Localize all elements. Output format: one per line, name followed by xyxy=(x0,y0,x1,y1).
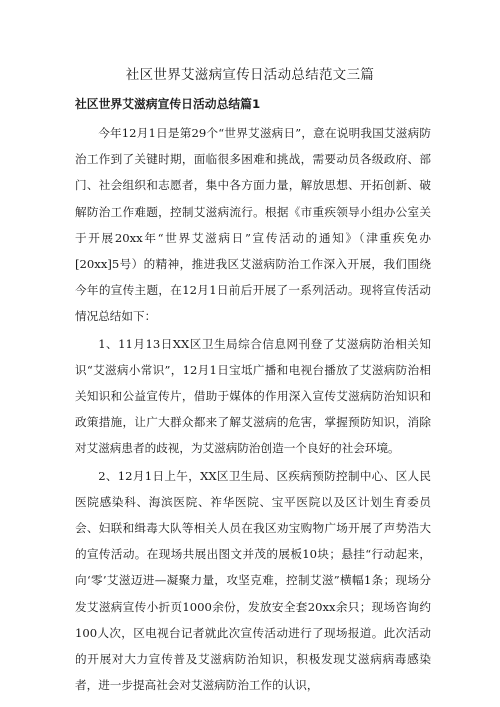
paragraph-item-2: 2、12月1日上午，XX区卫生局、区疾病预防控制中心、区人民医院感染科、海滨医院、祚华医院、宝平医院以及区计划生育委员会、妇联和缉毒大队等相关人员在我区劝宝购物广场开展了声势浩大的宣传活动。在现场共展出图文并茂的展板10块；悬挂“行动起来，向‘零’艾滋迈进—凝聚力量，攻坚克难，控制艾滋”横幅1条；现场分发艾滋病宣传小折页1000余份，发放安全套20xx余只；现场咨询约100人次，区电视台记者就此次宣传活动进行了现场报道。此次活动的开展对大力宣传普及艾滋病防治知识，积极发现艾滋病病毒感染者，进一步提高社会对艾滋病防治工作的认识， xyxy=(75,468,431,693)
document-body xyxy=(75,120,431,698)
paragraph-item-1: 1、11月13日XX区卫生局综合信息网刊登了艾滋病防治相关知识“艾滋病小常识”，12月1日宝坻广播和电视台播放了艾滋病防治相关知识和公益宣传片，借助于媒体的作用深入宣传艾滋病防治知识和政策措施，让广大群众都来了解艾滋病的危害，掌握预防知识，消除对艾滋病患者的歧视，为艾滋病防治创造一个良好的社会环境。 xyxy=(75,336,431,456)
document-title: 社区世界艾滋病宣传日活动总结范文三篇 xyxy=(125,67,375,83)
section-heading: 社区世界艾滋病宣传日活动总结篇1 xyxy=(75,97,261,111)
paragraph-intro: 今年12月1日是第29个“世界艾滋病日”，意在说明我国艾滋病防治工作到了关键时期，面临很多困难和挑战，需要动员各级政府、部门、社会组织和志愿者，集中各方面力量，解放思想、开拓创新、破解防治工作难题，控制艾滋病流行。根据《市重疾领导小组办公室关于开展20xx年“世界艾滋病日”宣传活动的通知》（津重疾免办[20xx]5号）的精神，推进我区艾滋病防治工作深入开展，我们围绕今年的宣传主题，在12月1日前后开展了一系列活动。现将宣传活动情况总结如下： xyxy=(75,126,431,324)
